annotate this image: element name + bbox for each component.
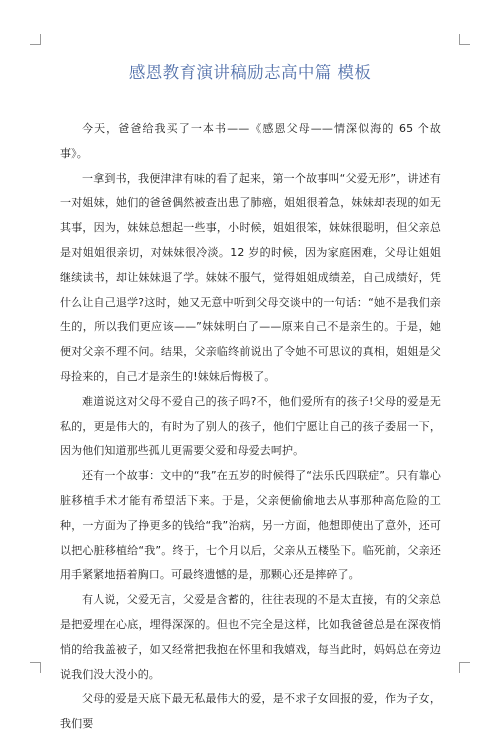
document-body — [60, 117, 441, 737]
crop-mark-top-right — [459, 34, 470, 45]
paragraph-3: 难道说这对父母不爱自己的孩子吗?不，他们爱所有的孩子!父母的爱是无私的，更是伟大的，有时为了别人的孩子，他们宁愿让自己的孩子委屈一下，因为他们知道那些孤儿更需要父爱和母爱去呵护。 — [60, 394, 441, 458]
paragraph-1: 今天，爸爸给我买了一本书——《感恩父母——情深似海的 65 个故事》。 — [60, 122, 441, 160]
crop-mark-bottom-left — [30, 662, 41, 673]
crop-mark-top-left — [30, 34, 41, 45]
paragraph-6: 父母的爱是天底下最无私最伟大的爱，是不求子女回报的爱，作为子女，我们要 — [60, 692, 441, 731]
document-title: 感恩教育演讲稿励志高中篇 模板 — [128, 63, 372, 82]
paragraph-4: 还有一个故事：文中的“我”在五岁的时候得了“法乐氏四联症”。只有靠心脏移植手术才能有希望活下来。于是，父亲便偷偷地去从事那种高危险的工种，一方面为了挣更多的钱给“我”治病，另一方面，他想即使出了意外，还可以把心脏移植给“我”。终于，七个月以后，父亲从五楼坠下。临死前，父亲还用手紧紧地捂着胸口。可最终遗憾的是，那颗心还是摔碎了。 — [60, 469, 441, 582]
paragraph-2: 一拿到书，我便津津有味的看了起来，第一个故事叫“父爱无形”，讲述有一对姐妹，她们的爸爸偶然被查出患了肺癌，姐姐很着急，妹妹却表现的如无其事，因为，妹妹总想起一些事，小时候，姐姐很笨，妹妹很聪明，但父亲总是对姐姐很亲切，对妹妹很冷淡。12 岁的时候，因为家庭困难，父母让姐姐继续读书，却让妹妹退了学。妹妹不服气，觉得姐姐成绩差，自己成绩好，凭什么让自己退学?这时，她又无意中听到父母交谈中的一句话：“她不是我们亲生的，所以我们更应该——”妹妹明白了——原来自己不是亲生的。于是，她便对父亲不理不问。结果，父亲临终前说出了令她不可思议的真相，姐姐是父母捡来的，自己才是亲生的!妹妹后悔极了。 — [60, 171, 441, 383]
paragraph-5: 有人说，父爱无言，父爱是含蓄的，往往表现的不是太直接，有的父亲总是把爱埋在心底，埋得深深的。但也不完全是这样，比如我爸爸总是在深夜悄悄的给我盖被子，如又经常把我抱在怀里和我嬉戏，每当此时，妈妈总在旁边说我们没大没小的。 — [60, 593, 441, 681]
crop-mark-bottom-right — [459, 662, 470, 673]
